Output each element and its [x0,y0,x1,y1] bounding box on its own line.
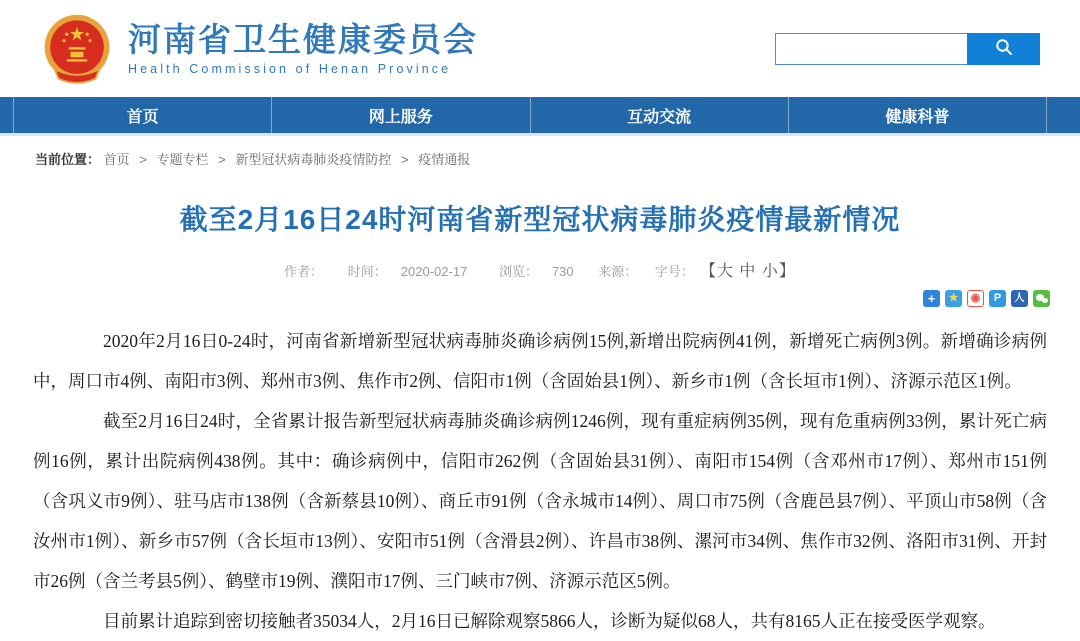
national-emblem-icon[interactable] [40,12,114,86]
site-header [0,0,1080,97]
renren-icon[interactable]: 人 [1011,290,1028,307]
breadcrumb-separator: > [139,152,147,167]
meta-author-label: 作者： [284,264,324,279]
search-icon [994,37,1014,60]
breadcrumb [0,136,1080,168]
site-subtitle: Health Commission of Henan Province [128,62,452,77]
breadcrumb-link-epidemic-control[interactable]: 新型冠状病毒肺炎疫情防控 [235,152,392,167]
fontsize-switcher[interactable]: 【大 中 小】 [707,263,796,280]
search-input[interactable] [775,33,967,65]
search-box [775,33,1040,65]
site-title: 河南省卫生健康委员会 [128,20,478,58]
paragraph: 目前累计追踪到密切接触者35034人，2月16日已解除观察5866人，诊断为疑似68人，共有8165人正在接受医学观察。 [103,611,996,631]
meta-time-value: 2020-02-17 [400,264,468,279]
meta-views-label: 浏览： 730 [498,264,574,279]
main-nav [0,97,1080,133]
meta-source-label: 来源： [598,264,638,279]
qzone-star-icon[interactable]: ★ [945,290,962,307]
share-plus-icon[interactable]: + [923,290,940,307]
search-button[interactable] [967,33,1040,65]
tencent-weibo-icon[interactable]: P [989,290,1006,307]
breadcrumb-separator: > [218,152,226,167]
site-brand [128,21,478,77]
breadcrumb-separator: > [401,152,409,167]
nav-item-health-science[interactable]: 健康科普 [788,97,1047,133]
nav-item-interaction[interactable]: 互动交流 [530,97,788,133]
nav-item-home[interactable]: 首页 [13,97,271,133]
page-title: 截至2月16日24时河南省新型冠状病毒肺炎疫情最新情况 [179,204,901,235]
paragraph: 2020年2月16日0-24时，河南省新增新型冠状病毒肺炎确诊病例15例,新增出院病例41例，新增死亡病例3例。新增确诊病例中，周口市4例、南阳市3例、郑州市3例、焦作市2例、信阳市1例（含固始县1例）、新乡市1例（含长垣市1例）、济源示范区1例。 [33,331,1047,391]
nav-item-online-services[interactable]: 网上服务 [271,97,529,133]
breadcrumb-link-home[interactable]: 首页 [103,152,130,167]
article-body [33,321,1047,641]
meta-fontsize-label: 字号： [654,264,694,279]
wechat-icon[interactable] [1033,290,1050,307]
breadcrumb-link-special-topics[interactable]: 专题专栏 [156,152,209,167]
breadcrumb-link-epidemic-report[interactable]: 疫情通报 [418,152,471,167]
share-toolbar [0,290,1080,307]
sina-weibo-icon[interactable]: ◉ [967,290,984,307]
paragraph: 截至2月16日24时，全省累计报告新型冠状病毒肺炎确诊病例1246例，现有重症病例35例，现有危重病例33例，累计死亡病例16例，累计出院病例438例。其中：确诊病例中，信阳市262例（含固始县31例）、南阳市154例（含邓州市17例）、郑州市151例（含巩义市9例）、驻马店市138例（含新蔡县10例）、商丘市91例（含永城市14例）、周口市75例（含鹿邑县7例）、平顶山市58例（含汝州市1例）、新乡市57例（含长垣市13例）、安阳市51例（含滑县2例）、许昌市38例、漯河市34例、焦作市32例、洛阳市31例、开封市26例（含兰考县5例）、鹤壁市19例、濮阳市17例、三门峡市7例、济源示范区5例。 [33,411,1047,591]
meta-views-value: 730 [551,264,574,279]
breadcrumb-label: 当前位置： [35,152,101,167]
meta-time-label: 时间： 2020-02-17 [347,264,468,279]
article-meta [0,258,1080,281]
